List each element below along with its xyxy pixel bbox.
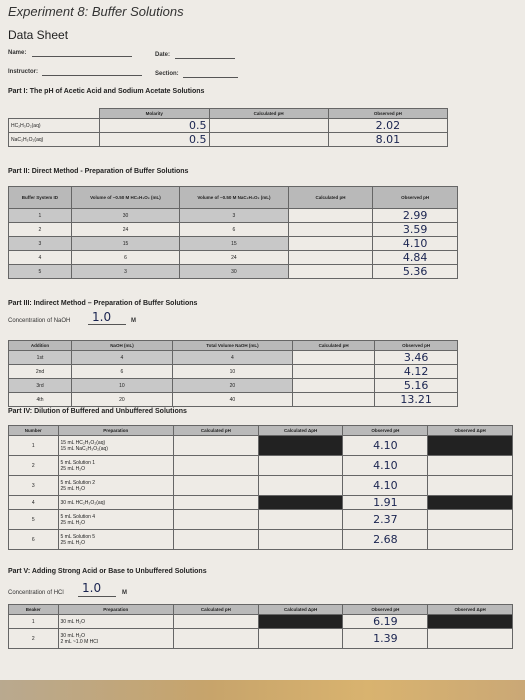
table-row bbox=[9, 476, 513, 496]
part3-row2-add: 2nd bbox=[9, 365, 72, 379]
part4-row3-num: 3 bbox=[9, 476, 59, 496]
part3-row4-calc[interactable] bbox=[292, 393, 374, 407]
part3-table bbox=[8, 340, 458, 407]
part4-row6-calc-delta[interactable] bbox=[258, 530, 343, 550]
part5-col-obs: Observed pH bbox=[343, 605, 428, 615]
part2-table bbox=[8, 186, 458, 279]
part2-col-obs: Observed pH bbox=[373, 187, 458, 209]
part3-row3-total: 20 bbox=[172, 379, 292, 393]
part2-row1-obs[interactable]: 2.99 bbox=[373, 209, 458, 223]
part5-conc-unit: M bbox=[122, 590, 127, 596]
part1-row2-calc[interactable] bbox=[209, 133, 328, 147]
part4-col-obs-delta: Observed ΔpH bbox=[428, 426, 513, 436]
part1-row2-name: NaC₂H₃O₂(aq) bbox=[9, 133, 100, 147]
page-subtitle: Data Sheet bbox=[8, 28, 69, 42]
part5-table bbox=[8, 604, 513, 649]
part3-col-calc: Calculated pH bbox=[292, 341, 374, 351]
part5-row2-prep1: 30 mL H₂O bbox=[60, 632, 86, 639]
part4-row2-obs[interactable]: 4.10 bbox=[343, 456, 428, 476]
part4-row5-prep bbox=[58, 510, 174, 530]
part3-row4-obs[interactable]: 13.21 bbox=[375, 393, 458, 407]
part4-row2-prep1: 5 mL Solution 1 bbox=[60, 459, 96, 466]
part2-row1-calc[interactable] bbox=[288, 209, 373, 223]
part4-row6-num: 6 bbox=[9, 530, 59, 550]
part2-row1-base: 3 bbox=[180, 209, 288, 223]
table-row bbox=[9, 365, 458, 379]
table-row bbox=[9, 629, 513, 649]
part5-row1-calc-delta bbox=[258, 615, 343, 629]
part4-row6-prep1: 5 mL Solution 5 bbox=[60, 533, 96, 540]
part4-row5-calc[interactable] bbox=[174, 510, 259, 530]
part5-conc-value[interactable]: 1.0 bbox=[82, 581, 102, 595]
part4-row3-calc-delta[interactable] bbox=[258, 476, 343, 496]
part2-row4-id: 4 bbox=[9, 251, 72, 265]
part5-conc-label: Concentration of HCl bbox=[8, 590, 64, 596]
date-label: Date: bbox=[155, 52, 171, 58]
part3-col-naoh: NaOH (mL) bbox=[72, 341, 173, 351]
part4-row4-obs[interactable]: 1.91 bbox=[343, 496, 428, 510]
part2-row4-obs[interactable]: 4.84 bbox=[373, 251, 458, 265]
part1-row2-molarity[interactable]: 0.5 bbox=[100, 133, 209, 147]
table-row bbox=[9, 251, 458, 265]
part4-row1-num: 1 bbox=[9, 436, 59, 456]
part1-row1-calc[interactable] bbox=[209, 119, 328, 133]
part2-col-system: Buffer System ID bbox=[9, 187, 72, 209]
instructor-line[interactable] bbox=[42, 75, 142, 76]
part4-row2-prep bbox=[58, 456, 174, 476]
part2-col-base: Volume of ~0.50 M NaC₂H₃O₂ (mL) bbox=[180, 187, 288, 209]
part3-row1-add: 1st bbox=[9, 351, 72, 365]
part3-row2-naoh: 6 bbox=[72, 365, 173, 379]
part4-row5-prep2: 25 mL H₂O bbox=[60, 519, 86, 526]
table-row bbox=[9, 133, 448, 147]
part4-row4-prep: 30 mL HC₂H₃O₂(aq) bbox=[58, 496, 174, 510]
part4-row4-obs-delta bbox=[428, 496, 513, 510]
part2-col-calc: Calculated pH bbox=[288, 187, 373, 209]
part3-row3-add: 3rd bbox=[9, 379, 72, 393]
part4-row3-obs-delta[interactable] bbox=[428, 476, 513, 496]
part4-row1-obs[interactable]: 4.10 bbox=[343, 436, 428, 456]
part5-row2-calc[interactable] bbox=[174, 629, 259, 649]
part2-row5-id: 5 bbox=[9, 265, 72, 279]
part3-row4-naoh: 20 bbox=[72, 393, 173, 407]
table-row bbox=[9, 456, 513, 476]
part3-row3-obs[interactable]: 5.16 bbox=[375, 379, 458, 393]
part2-row2-base: 6 bbox=[180, 223, 288, 237]
part4-row5-obs[interactable]: 2.37 bbox=[343, 510, 428, 530]
part2-row3-acid: 15 bbox=[71, 237, 179, 251]
page-title: Experiment 8: Buffer Solutions bbox=[8, 4, 184, 19]
part2-row1-acid: 30 bbox=[71, 209, 179, 223]
part3-row2-total: 10 bbox=[172, 365, 292, 379]
part1-col-obs: Observed pH bbox=[328, 109, 447, 119]
part4-heading: Part IV: Dilution of Buffered and Unbuffered Solutions bbox=[8, 408, 187, 415]
part5-row2-obs[interactable]: 1.39 bbox=[343, 629, 428, 649]
part4-row2-obs-delta[interactable] bbox=[428, 456, 513, 476]
part2-row5-acid: 3 bbox=[71, 265, 179, 279]
part4-col-calc-delta: Calculated ΔpH bbox=[258, 426, 343, 436]
part4-row1-prep bbox=[58, 436, 174, 456]
photo-background-edge bbox=[0, 680, 525, 700]
table-row bbox=[9, 615, 513, 629]
table-row bbox=[9, 436, 513, 456]
part4-row6-prep2: 25 mL H₂O bbox=[60, 539, 86, 546]
part4-row5-prep1: 5 mL Solution 4 bbox=[60, 513, 96, 520]
part3-col-addition: Addition bbox=[9, 341, 72, 351]
part2-row2-id: 2 bbox=[9, 223, 72, 237]
part5-col-beaker: Beaker bbox=[9, 605, 59, 615]
part3-col-obs: Observed pH bbox=[375, 341, 458, 351]
part3-conc-label: Concentration of NaOH bbox=[8, 318, 71, 324]
part4-row6-prep bbox=[58, 530, 174, 550]
part5-row1-calc[interactable] bbox=[174, 615, 259, 629]
part4-row3-prep2: 25 mL H₂O bbox=[60, 485, 86, 492]
part4-row3-obs[interactable]: 4.10 bbox=[343, 476, 428, 496]
part4-row1-prep1: 15 mL HC₂H₃O₂(aq) bbox=[60, 439, 106, 446]
part2-row2-acid: 24 bbox=[71, 223, 179, 237]
table-row bbox=[9, 393, 458, 407]
part4-row6-obs-delta[interactable] bbox=[428, 530, 513, 550]
part4-row2-prep2: 25 mL H₂O bbox=[60, 465, 86, 472]
part3-row3-naoh: 10 bbox=[72, 379, 173, 393]
part3-row4-total: 40 bbox=[172, 393, 292, 407]
part1-col-calc: Calculated pH bbox=[209, 109, 328, 119]
part3-conc-line[interactable] bbox=[88, 324, 126, 325]
name-label: Name: bbox=[8, 50, 27, 56]
part2-row3-obs[interactable]: 4.10 bbox=[373, 237, 458, 251]
table-row bbox=[9, 237, 458, 251]
date-line[interactable] bbox=[175, 58, 235, 59]
part4-col-number: Number bbox=[9, 426, 59, 436]
part1-heading: Part I: The pH of Acetic Acid and Sodium Acetate Solutions bbox=[8, 88, 205, 95]
part4-row3-calc[interactable] bbox=[174, 476, 259, 496]
part3-conc-unit: M bbox=[131, 318, 136, 324]
part4-row4-num: 4 bbox=[9, 496, 59, 510]
part2-row4-base: 24 bbox=[180, 251, 288, 265]
table-row bbox=[9, 223, 458, 237]
part4-row5-num: 5 bbox=[9, 510, 59, 530]
table-row bbox=[9, 530, 513, 550]
part4-row1-obs-delta bbox=[428, 436, 513, 456]
part3-conc-value[interactable]: 1.0 bbox=[92, 310, 112, 324]
part1-table bbox=[8, 108, 448, 147]
part3-row2-calc[interactable] bbox=[292, 365, 374, 379]
part5-row1-obs[interactable]: 6.19 bbox=[343, 615, 428, 629]
part5-row2-num: 2 bbox=[9, 629, 59, 649]
part4-row2-calc-delta[interactable] bbox=[258, 456, 343, 476]
part4-col-obs: Observed pH bbox=[343, 426, 428, 436]
part4-row3-prep1: 5 mL Solution 2 bbox=[60, 479, 96, 486]
part2-row5-obs[interactable]: 5.36 bbox=[373, 265, 458, 279]
part3-col-total: Total Volume NaOH (mL) bbox=[172, 341, 292, 351]
part2-row4-calc[interactable] bbox=[288, 251, 373, 265]
part5-row2-prep2: 2 mL ~1.0 M HCl bbox=[60, 638, 98, 645]
table-row bbox=[9, 265, 458, 279]
part3-row1-calc[interactable] bbox=[292, 351, 374, 365]
name-line[interactable] bbox=[32, 56, 132, 57]
part2-row5-base: 30 bbox=[180, 265, 288, 279]
part1-row1-molarity[interactable]: 0.5 bbox=[100, 119, 209, 133]
part4-row5-obs-delta[interactable] bbox=[428, 510, 513, 530]
part2-row3-base: 15 bbox=[180, 237, 288, 251]
section-line[interactable] bbox=[183, 77, 238, 78]
part4-row1-calc-delta bbox=[258, 436, 343, 456]
part4-row2-calc[interactable] bbox=[174, 456, 259, 476]
part5-row1-num: 1 bbox=[9, 615, 59, 629]
part4-col-calc: Calculated pH bbox=[174, 426, 259, 436]
part5-row1-prep: 30 mL H₂O bbox=[58, 615, 174, 629]
table-row bbox=[9, 496, 513, 510]
table-row bbox=[9, 510, 513, 530]
part1-row1-obs[interactable]: 2.02 bbox=[328, 119, 447, 133]
part5-col-calc-delta: Calculated ΔpH bbox=[258, 605, 343, 615]
part1-row2-obs[interactable]: 8.01 bbox=[328, 133, 447, 147]
part4-table bbox=[8, 425, 513, 550]
part1-col-molarity: Molarity bbox=[100, 109, 209, 119]
part5-col-prep: Preparation bbox=[58, 605, 174, 615]
instructor-label: Instructor: bbox=[8, 69, 38, 75]
part5-row2-calc-delta[interactable] bbox=[258, 629, 343, 649]
part4-row6-calc[interactable] bbox=[174, 530, 259, 550]
part3-row4-add: 4th bbox=[9, 393, 72, 407]
part3-heading: Part III: Indirect Method – Preparation of Buffer Solutions bbox=[8, 300, 198, 307]
table-row bbox=[9, 209, 458, 223]
part1-row1-name: HC₂H₃O₂(aq) bbox=[9, 119, 100, 133]
part2-row3-calc[interactable] bbox=[288, 237, 373, 251]
part3-row1-obs[interactable]: 3.46 bbox=[375, 351, 458, 365]
part4-row1-prep2: 15 mL NaC₂H₃O₂(aq) bbox=[60, 445, 108, 452]
part3-row3-calc[interactable] bbox=[292, 379, 374, 393]
part4-row4-calc[interactable] bbox=[174, 496, 259, 510]
part3-row2-obs[interactable]: 4.12 bbox=[375, 365, 458, 379]
table-row bbox=[9, 379, 458, 393]
section-label: Section: bbox=[155, 71, 179, 77]
part5-row2-obs-delta[interactable] bbox=[428, 629, 513, 649]
part2-row4-acid: 6 bbox=[71, 251, 179, 265]
part4-row5-calc-delta[interactable] bbox=[258, 510, 343, 530]
part2-row1-id: 1 bbox=[9, 209, 72, 223]
part4-row4-calc-delta bbox=[258, 496, 343, 510]
table-row bbox=[9, 119, 448, 133]
part4-col-prep: Preparation bbox=[58, 426, 174, 436]
part5-row2-prep bbox=[58, 629, 174, 649]
part2-col-acid: Volume of ~0.50 M HC₂H₃O₂ (mL) bbox=[71, 187, 179, 209]
part3-row1-naoh: 4 bbox=[72, 351, 173, 365]
part2-row2-obs[interactable]: 3.59 bbox=[373, 223, 458, 237]
part5-conc-line[interactable] bbox=[78, 596, 116, 597]
part2-row5-calc[interactable] bbox=[288, 265, 373, 279]
part4-row2-num: 2 bbox=[9, 456, 59, 476]
part2-row2-calc[interactable] bbox=[288, 223, 373, 237]
part5-col-calc: Calculated pH bbox=[174, 605, 259, 615]
part4-row3-prep bbox=[58, 476, 174, 496]
part4-row1-calc[interactable] bbox=[174, 436, 259, 456]
part2-row3-id: 3 bbox=[9, 237, 72, 251]
part5-heading: Part V: Adding Strong Acid or Base to Unbuffered Solutions bbox=[8, 568, 207, 575]
part4-row6-obs[interactable]: 2.68 bbox=[343, 530, 428, 550]
table-row bbox=[9, 351, 458, 365]
part3-row1-total: 4 bbox=[172, 351, 292, 365]
part5-col-obs-delta: Observed ΔpH bbox=[428, 605, 513, 615]
part2-heading: Part II: Direct Method - Preparation of Buffer Solutions bbox=[8, 168, 189, 175]
part5-row1-obs-delta bbox=[428, 615, 513, 629]
